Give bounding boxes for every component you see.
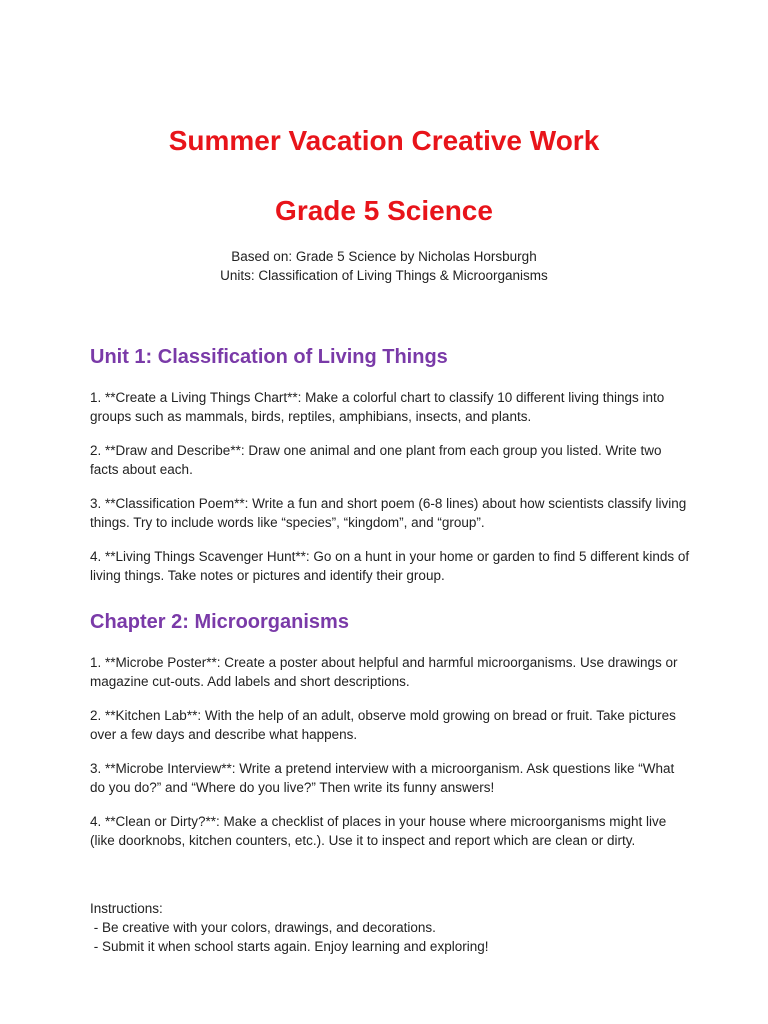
unit1-item-1: 1. **Create a Living Things Chart**: Make a colorful chart to classify 10 different living things into groups such as mammals, birds, reptiles, amphibians, insects, and plants.: [90, 390, 665, 424]
unit1-item-4: 4. **Living Things Scavenger Hunt**: Go on a hunt in your home or garden to find 5 different kinds of living things. Take notes or pictures and identify their group.: [90, 549, 690, 583]
chapter2-item-4: 4. **Clean or Dirty?**: Make a checklist of places in your house where microorganisms might live (like doorknobs, kitchen counters, etc.). Use it to inspect and report which are clean or dirty.: [90, 814, 667, 848]
instructions-line-1: - Be creative with your colors, drawings, and decorations.: [90, 920, 436, 935]
unit1-item-2: 2. **Draw and Describe**: Draw one animal and one plant from each group you listed. Write two facts about each.: [90, 443, 662, 477]
instructions-line-2: - Submit it when school starts again. Enjoy learning and exploring!: [90, 939, 489, 954]
document-subtitle: Grade 5 Science: [275, 195, 493, 226]
based-on-line: Based on: Grade 5 Science by Nicholas Horsburgh: [231, 249, 537, 264]
instructions-block: [90, 899, 690, 956]
document-title: Summer Vacation Creative Work: [168, 125, 600, 156]
unit1-heading: Unit 1: Classification of Living Things: [90, 346, 448, 368]
unit1-item-3: 3. **Classification Poem**: Write a fun and short poem (6-8 lines) about how scientists classify living things. Try to include words like “species”, “kingdom”, and “group”.: [90, 496, 687, 530]
units-line: Units: Classification of Living Things & Microorganisms: [220, 268, 548, 283]
instructions-label: Instructions:: [90, 901, 163, 916]
chapter2-item-2: 2. **Kitchen Lab**: With the help of an adult, observe mold growing on bread or fruit. Take pictures over a few days and describe what happens.: [90, 708, 676, 742]
chapter2-item-3: 3. **Microbe Interview**: Write a pretend interview with a microorganism. Ask questions like “What do you do?” and “Where do you live?” Then write its funny answers!: [90, 761, 675, 795]
chapter2-item-1: 1. **Microbe Poster**: Create a poster about helpful and harmful microorganisms. Use drawings or magazine cut-outs. Add labels and short descriptions.: [90, 655, 678, 689]
chapter2-heading: Chapter 2: Microorganisms: [90, 611, 349, 633]
